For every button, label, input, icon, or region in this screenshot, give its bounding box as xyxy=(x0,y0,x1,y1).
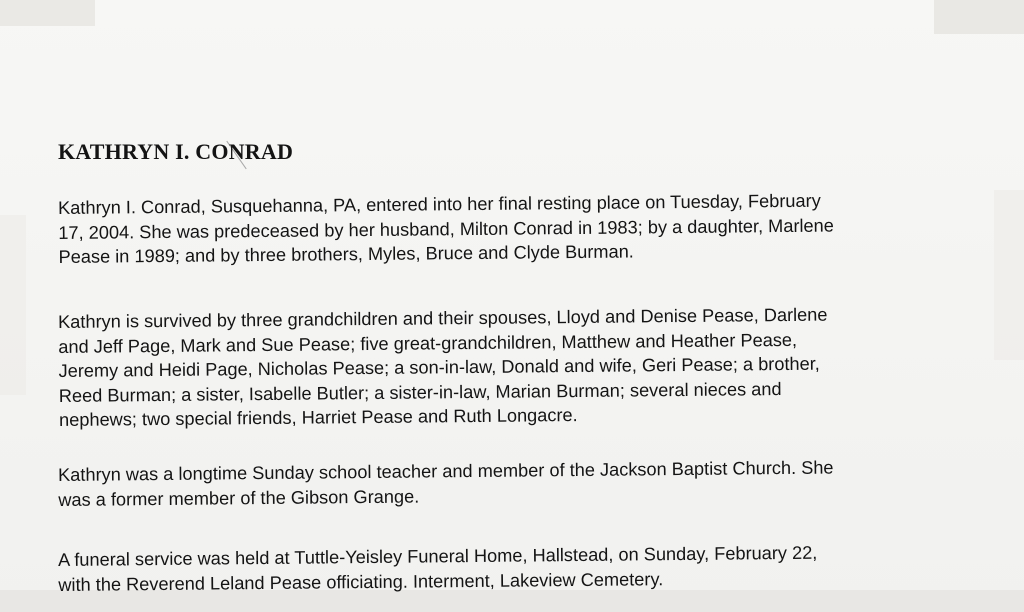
text-line: Reed Burman; a sister, Isabelle Butler; a sister-in-law, Marian Burman; several nieces and xyxy=(58,378,782,406)
tape-strip-top-right xyxy=(934,0,1024,34)
text-line: was a former member of the Gibson Grange. xyxy=(58,486,420,510)
text-line: Kathryn is survived by three grandchildren and their spouses, Lloyd and Denise Pease, Darlene xyxy=(58,304,828,332)
paragraph-death-notice xyxy=(58,187,1009,270)
text-line: Pease in 1989; and by three brothers, Myles, Bruce and Clyde Burman. xyxy=(58,241,634,268)
text-line: 17, 2004. She was predeceased by her husband, Milton Conrad in 1983; by a daughter, Marlene xyxy=(58,215,834,243)
paragraph-church-activities xyxy=(58,454,1008,512)
tape-strip-top-left xyxy=(0,0,95,26)
text-line: nephews; two special friends, Harriet Pease and Ruth Longacre. xyxy=(58,405,578,431)
text-line: Kathryn I. Conrad, Susquehanna, PA, entered into her final resting place on Tuesday, February xyxy=(58,190,821,218)
text-line: Jeremy and Heidi Page, Nicholas Pease; a son-in-law, Donald and wife, Geri Pease; a brother, xyxy=(58,353,820,382)
obituary-title: KATHRYN I. CONRAD xyxy=(58,139,294,164)
paragraph-funeral-service xyxy=(58,539,1008,597)
text-line: Kathryn was a longtime Sunday school teacher and member of the Jackson Baptist Church. She xyxy=(58,457,834,485)
text-line: and Jeff Page, Mark and Sue Pease; five great-grandchildren, Matthew and Heather Pease, xyxy=(58,329,798,357)
text-line: with the Reverend Leland Pease officiating. Interment, Lakeview Cemetery. xyxy=(58,568,664,595)
tape-strip-left xyxy=(0,215,26,395)
paragraph-survivors xyxy=(58,301,1009,433)
text-line: A funeral service was held at Tuttle-Yeisley Funeral Home, Hallstead, on Sunday, February 22, xyxy=(58,542,818,570)
